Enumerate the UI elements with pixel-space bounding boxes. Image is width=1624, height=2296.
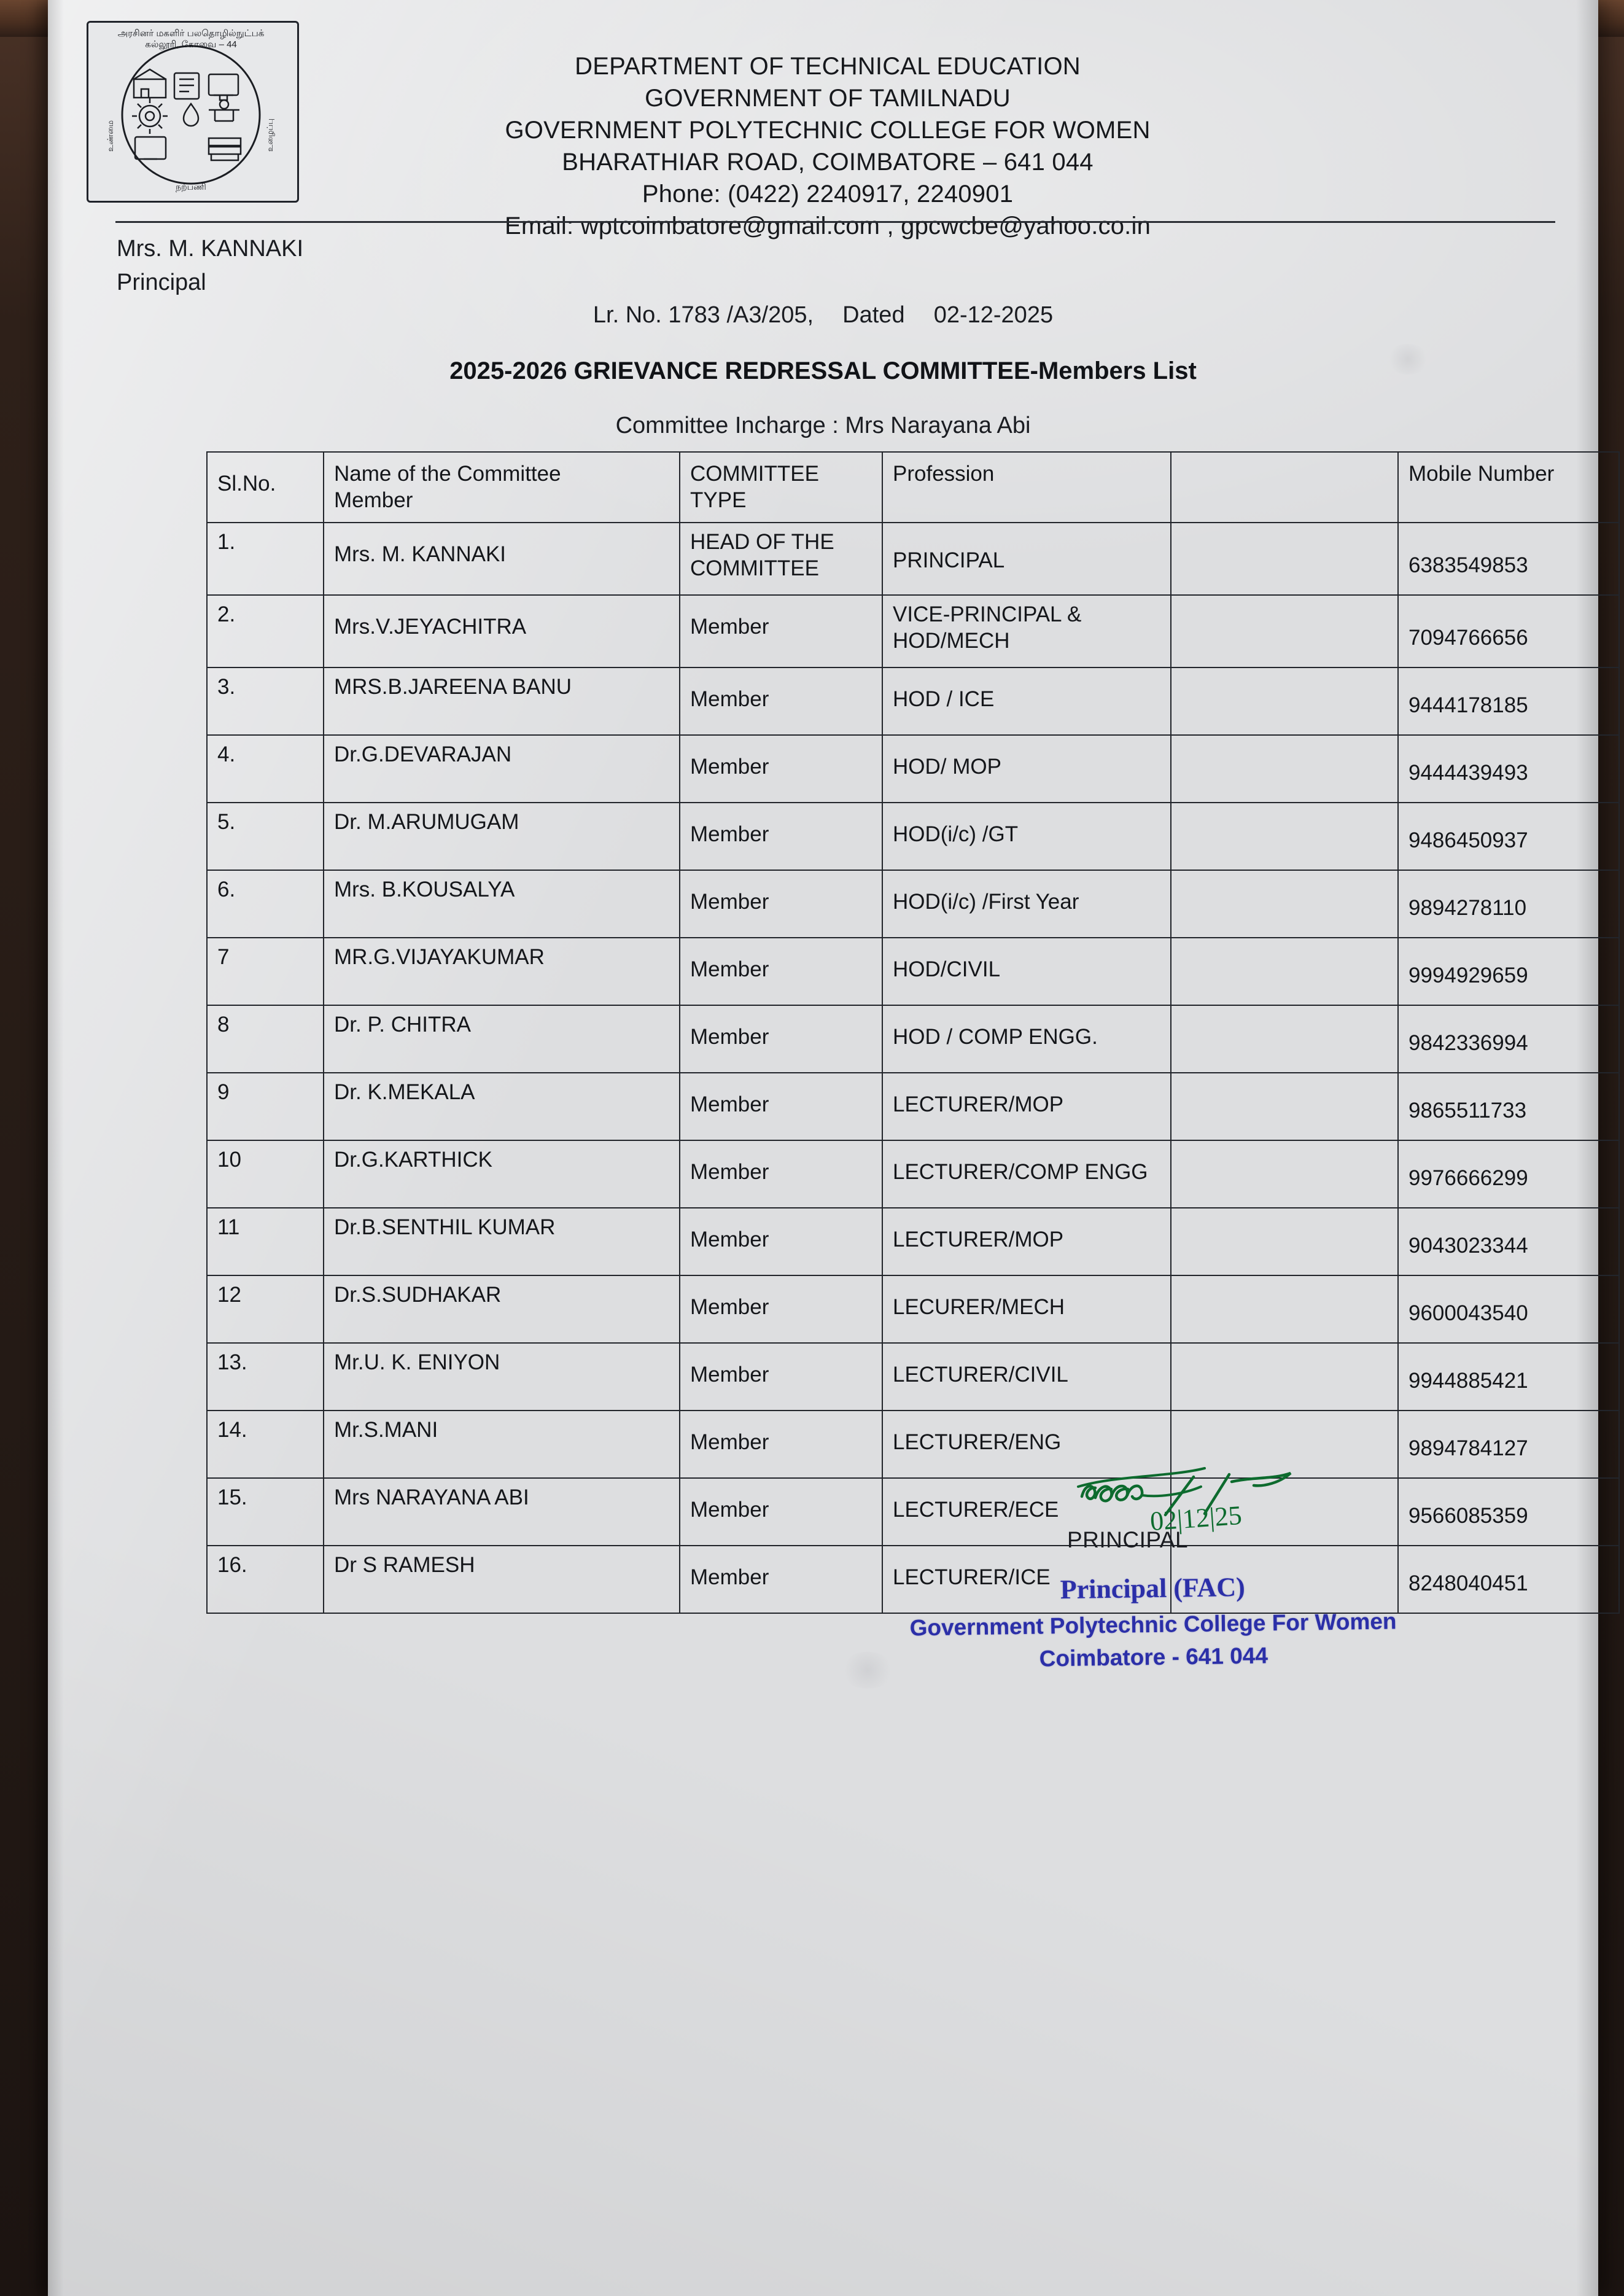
- letterhead-address: [306, 50, 1350, 242]
- cell-name: Dr. P. CHITRA: [324, 1005, 680, 1073]
- cell-slno: 15.: [207, 1478, 324, 1546]
- column-header-profession: Profession: [882, 452, 1171, 523]
- cell-mobile: 9600043540: [1398, 1275, 1619, 1343]
- cell-profession: LECTURER/ENG: [882, 1411, 1171, 1478]
- cell-slno: 8: [207, 1005, 324, 1073]
- principal-name: Mrs. M. KANNAKI: [117, 236, 304, 262]
- cell-profession: HOD(i/c) /GT: [882, 803, 1171, 870]
- cell-name: Mrs NARAYANA ABI: [324, 1478, 680, 1546]
- cell-slno: 12: [207, 1275, 324, 1343]
- stamp-line-1: Principal (FAC): [1060, 1571, 1246, 1605]
- table-row: [207, 735, 1619, 803]
- table-row: [207, 938, 1619, 1005]
- cell-committee-type: [680, 523, 882, 595]
- cell-slno: 14.: [207, 1411, 324, 1478]
- column-header-name-line1: Name of the Committee: [334, 462, 561, 486]
- stamp-line-2: Government Polytechnic College For Women: [909, 1608, 1397, 1641]
- cell-profession: LECTURER/ICE: [882, 1546, 1171, 1613]
- cell-committee-type: Member: [680, 1275, 882, 1343]
- cell-mobile: 8248040451: [1398, 1546, 1619, 1613]
- official-stamp: [870, 1565, 1436, 1678]
- letter-date: 02-12-2025: [933, 302, 1054, 328]
- principal-signature-block: [117, 232, 303, 300]
- cell-name: MRS.B.JAREENA BANU: [324, 667, 680, 735]
- letterhead-line-6: Email: wptcoimbatore@gmail.com , gpcwcbe@yahoo.co.in: [504, 212, 1151, 239]
- cell-profession: HOD/ MOP: [882, 735, 1171, 803]
- cell-mobile: 9976666299: [1398, 1140, 1619, 1208]
- cell-name: Mrs. B.KOUSALYA: [324, 870, 680, 938]
- cell-profession: LECTURER/MOP: [882, 1073, 1171, 1140]
- cell-blank: [1171, 1208, 1398, 1275]
- cell-blank: [1171, 938, 1398, 1005]
- cell-mobile: 6383549853: [1398, 523, 1619, 595]
- cell-blank: [1171, 735, 1398, 803]
- cell-committee-type: Member: [680, 1343, 882, 1411]
- cell-blank: [1171, 803, 1398, 870]
- cell-profession: LECTURER/ECE: [882, 1478, 1171, 1546]
- cell-committee-type: Member: [680, 1478, 882, 1546]
- table-header-row: [207, 452, 1619, 523]
- table-row: [207, 803, 1619, 870]
- cell-type-line2: COMMITTEE: [690, 556, 819, 581]
- cell-committee-type: Member: [680, 1546, 882, 1613]
- cell-slno: 3.: [207, 667, 324, 735]
- cell-committee-type: Member: [680, 1208, 882, 1275]
- cell-committee-type: Member: [680, 1073, 882, 1140]
- letterhead-line-3: GOVERNMENT POLYTECHNIC COLLEGE FOR WOMEN: [505, 117, 1151, 144]
- svg-text:கல்லூரி, கோவை – 44: கல்லூரி, கோவை – 44: [145, 39, 237, 50]
- table-header: [207, 452, 1619, 523]
- cell-name: Dr.B.SENTHIL KUMAR: [324, 1208, 680, 1275]
- cell-slno: 6.: [207, 870, 324, 938]
- cell-committee-type: Member: [680, 1005, 882, 1073]
- cell-blank: [1171, 523, 1398, 595]
- principal-designation: Principal: [117, 270, 206, 296]
- letterhead: [48, 14, 1598, 239]
- cell-blank: [1171, 667, 1398, 735]
- cell-mobile: 9043023344: [1398, 1208, 1619, 1275]
- table-row: [207, 1208, 1619, 1275]
- svg-text:அரசினர் மகளிர் பலதொழில்நுட்பக்: அரசினர் மகளிர் பலதொழில்நுட்பக்: [117, 28, 265, 39]
- cell-blank: [1171, 1343, 1398, 1411]
- handwritten-date: 02|12|25: [1149, 1500, 1243, 1537]
- cell-mobile: 9842336994: [1398, 1005, 1619, 1073]
- cell-name: Dr S RAMESH: [324, 1546, 680, 1613]
- committee-incharge-name: Mrs Narayana Abi: [845, 413, 1031, 438]
- cell-mobile: 9865511733: [1398, 1073, 1619, 1140]
- cell-name: Dr.G.KARTHICK: [324, 1140, 680, 1208]
- table-row: [207, 1140, 1619, 1208]
- committee-incharge-label: Committee Incharge :: [615, 413, 839, 438]
- cell-profession: LECTURER/MOP: [882, 1208, 1171, 1275]
- cell-name: Dr.S.SUDHAKAR: [324, 1275, 680, 1343]
- principal-caption: PRINCIPAL: [1067, 1527, 1189, 1552]
- college-emblem-icon: [87, 21, 299, 203]
- cell-slno: 5.: [207, 803, 324, 870]
- cell-slno: 1.: [207, 523, 324, 595]
- cell-profession: LECTURER/CIVIL: [882, 1343, 1171, 1411]
- cell-slno: 16.: [207, 1546, 324, 1613]
- column-header-name: [324, 452, 680, 523]
- cell-committee-type: Member: [680, 667, 882, 735]
- sheet-left-shadow: [48, 0, 64, 2296]
- cell-profession: HOD / COMP ENGG.: [882, 1005, 1171, 1073]
- cell-mobile: 9944885421: [1398, 1343, 1619, 1411]
- cell-slno: 4.: [207, 735, 324, 803]
- svg-text:உழைப்பு: உழைப்பு: [265, 119, 274, 152]
- stamp-line-3: Coimbatore - 641 044: [1039, 1643, 1269, 1672]
- cell-slno: 10: [207, 1140, 324, 1208]
- cell-name: Dr.G.DEVARAJAN: [324, 735, 680, 803]
- cell-committee-type: Member: [680, 803, 882, 870]
- table-row: [207, 870, 1619, 938]
- cell-committee-type: Member: [680, 938, 882, 1005]
- table-row: [207, 1005, 1619, 1073]
- cell-profession: PRINCIPAL: [882, 523, 1171, 595]
- cell-mobile: 9444178185: [1398, 667, 1619, 735]
- cell-name: Mr.U. K. ENIYON: [324, 1343, 680, 1411]
- table-row: [207, 1275, 1619, 1343]
- committee-incharge: [48, 413, 1598, 439]
- column-header-name-line2: Member: [334, 488, 413, 512]
- cell-profession: HOD / ICE: [882, 667, 1171, 735]
- letter-reference: [48, 302, 1598, 329]
- cell-profession: [882, 595, 1171, 667]
- page-title: 2025-2026 GRIEVANCE REDRESSAL COMMITTEE-Members List: [449, 357, 1197, 384]
- cell-blank: [1171, 1005, 1398, 1073]
- letterhead-line-1: DEPARTMENT OF TECHNICAL EDUCATION: [575, 53, 1081, 80]
- cell-blank: [1171, 1275, 1398, 1343]
- cell-committee-type: Member: [680, 1411, 882, 1478]
- cell-blank: [1171, 1073, 1398, 1140]
- column-header-slno: Sl.No.: [207, 452, 324, 523]
- svg-text:நற்பணி: நற்பணி: [176, 182, 206, 192]
- letter-dated-label: Dated: [842, 302, 905, 328]
- cell-type-line1: HEAD OF THE: [690, 530, 834, 555]
- svg-text:உண்மை: உண்மை: [106, 120, 115, 152]
- cell-profession-line2: HOD/MECH: [893, 629, 1010, 653]
- cell-name: Dr. K.MEKALA: [324, 1073, 680, 1140]
- cell-profession: LECURER/MECH: [882, 1275, 1171, 1343]
- members-table: [206, 451, 1620, 1614]
- cell-name: MR.G.VIJAYAKUMAR: [324, 938, 680, 1005]
- table-row: [207, 523, 1619, 595]
- cell-committee-type: Member: [680, 735, 882, 803]
- cell-mobile: 9486450937: [1398, 803, 1619, 870]
- column-header-committee-type: [680, 452, 882, 523]
- cell-committee-type: Member: [680, 870, 882, 938]
- cell-committee-type: Member: [680, 1140, 882, 1208]
- cell-committee-type: Member: [680, 595, 882, 667]
- cell-name: Mr.S.MANI: [324, 1411, 680, 1478]
- table-row: [207, 1343, 1619, 1411]
- letterhead-line-2: GOVERNMENT OF TAMILNADU: [645, 85, 1011, 112]
- letterhead-divider: [115, 221, 1555, 223]
- cell-name: Mrs.V.JEYACHITRA: [324, 595, 680, 667]
- cell-profession: HOD(i/c) /First Year: [882, 870, 1171, 938]
- cell-blank: [1171, 1140, 1398, 1208]
- cell-name: Dr. M.ARUMUGAM: [324, 803, 680, 870]
- column-header-type-line1: COMMITTEE: [690, 462, 819, 486]
- cell-slno: 7: [207, 938, 324, 1005]
- letterhead-line-5: Phone: (0422) 2240917, 2240901: [642, 181, 1014, 208]
- cell-slno: 9: [207, 1073, 324, 1140]
- cell-profession: HOD/CIVIL: [882, 938, 1171, 1005]
- cell-blank: [1171, 870, 1398, 938]
- table-row: [207, 1073, 1619, 1140]
- cell-slno: 13.: [207, 1343, 324, 1411]
- cell-profession: LECTURER/COMP ENGG: [882, 1140, 1171, 1208]
- column-header-type-line2: TYPE: [690, 488, 747, 512]
- table-row: [207, 667, 1619, 735]
- column-header-blank: [1171, 452, 1398, 523]
- members-table-container: [206, 451, 1618, 1614]
- cell-mobile: 9444439493: [1398, 735, 1619, 803]
- cell-mobile: 9894278110: [1398, 870, 1619, 938]
- cell-mobile: 7094766656: [1398, 595, 1619, 667]
- cell-mobile: 9566085359: [1398, 1478, 1619, 1546]
- cell-slno: 2.: [207, 595, 324, 667]
- letter-reference-number: Lr. No. 1783 /A3/205,: [592, 302, 814, 328]
- cell-mobile: 9894784127: [1398, 1411, 1619, 1478]
- letterhead-line-4: BHARATHIAR ROAD, COIMBATORE – 641 044: [562, 149, 1094, 176]
- cell-name: Mrs. M. KANNAKI: [324, 523, 680, 595]
- column-header-mobile: Mobile Number: [1398, 452, 1619, 523]
- cell-blank: [1171, 595, 1398, 667]
- cell-profession-line1: VICE-PRINCIPAL &: [893, 602, 1082, 627]
- document-sheet: [48, 0, 1598, 2296]
- cell-mobile: 9994929659: [1398, 938, 1619, 1005]
- cell-slno: 11: [207, 1208, 324, 1275]
- signature-area: [48, 1446, 1598, 1815]
- table-row: [207, 595, 1619, 667]
